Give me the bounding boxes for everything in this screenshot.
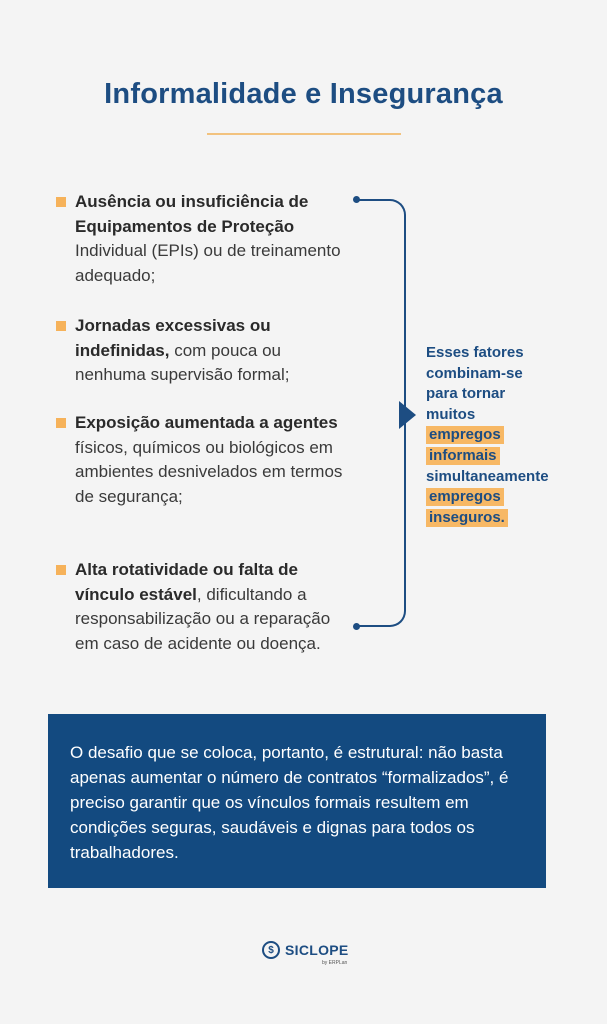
side-note-highlight: empregos xyxy=(426,488,504,506)
side-note-line: simultaneamente xyxy=(426,467,549,485)
side-note-highlight: inseguros. xyxy=(426,509,508,527)
square-bullet-icon xyxy=(56,197,66,207)
list-item-text xyxy=(75,190,356,288)
bracket-bottom-dot xyxy=(353,623,360,630)
side-note-highlight: informais xyxy=(426,447,500,465)
list-item-rest: Individual (EPIs) ou de treinamento adequado; xyxy=(75,241,341,285)
arrow-right-icon xyxy=(399,401,416,429)
bracket-top-dot xyxy=(353,196,360,203)
page-title: Informalidade e Insegurança xyxy=(104,78,503,110)
square-bullet-icon xyxy=(56,321,66,331)
list-item-rest: , dificultando a responsabilização ou a reparação em caso de acidente ou doença. xyxy=(75,584,331,653)
siclope-logo xyxy=(262,939,349,961)
list-item xyxy=(56,314,356,388)
logo-subtitle: by ERPLan xyxy=(322,960,348,966)
conclusion-box xyxy=(48,714,546,888)
list-item-bold: Exposição aumentada a agentes xyxy=(75,413,338,432)
list-item-bold: Ausência ou insuficiência de Equipamentos de Proteção xyxy=(75,192,309,236)
title-underline xyxy=(207,133,401,135)
square-bullet-icon xyxy=(56,418,66,428)
list-item xyxy=(56,411,356,509)
logo-name: SICLOPE xyxy=(285,942,349,958)
list-item-text xyxy=(75,314,356,388)
list-item-rest: com pouca ou nenhuma supervisão formal; xyxy=(75,340,290,384)
list-item-bold: Jornadas excessivas ou indefinidas, xyxy=(75,316,271,360)
side-note-line: Esses fatores xyxy=(426,344,524,361)
list-item xyxy=(56,190,356,288)
list-item-rest: físicos, químicos ou biológicos em ambientes desnivelados em termos de segurança; xyxy=(75,437,343,506)
square-bullet-icon xyxy=(56,565,66,575)
dollar-coin-icon: $ xyxy=(262,941,280,959)
side-note-highlight: empregos xyxy=(426,426,504,444)
side-note-line: para tornar xyxy=(426,385,506,403)
list-item-text xyxy=(75,558,356,656)
conclusion-text: O desafio que se coloca, portanto, é estrutural: não basta apenas aumentar o número de contratos “formalizados”, é preciso garantir que os vínculos formais resultem em condições seguras, saudáveis e dignas para todos os trabalhadores. xyxy=(70,743,509,862)
side-note-line: muitos xyxy=(426,405,476,423)
list-item xyxy=(56,558,356,656)
side-note-line: combinam-se xyxy=(426,364,523,382)
side-note xyxy=(426,343,596,528)
list-item-bold: Alta rotatividade ou falta de vínculo estável xyxy=(75,560,298,604)
list-item-text xyxy=(75,411,356,509)
